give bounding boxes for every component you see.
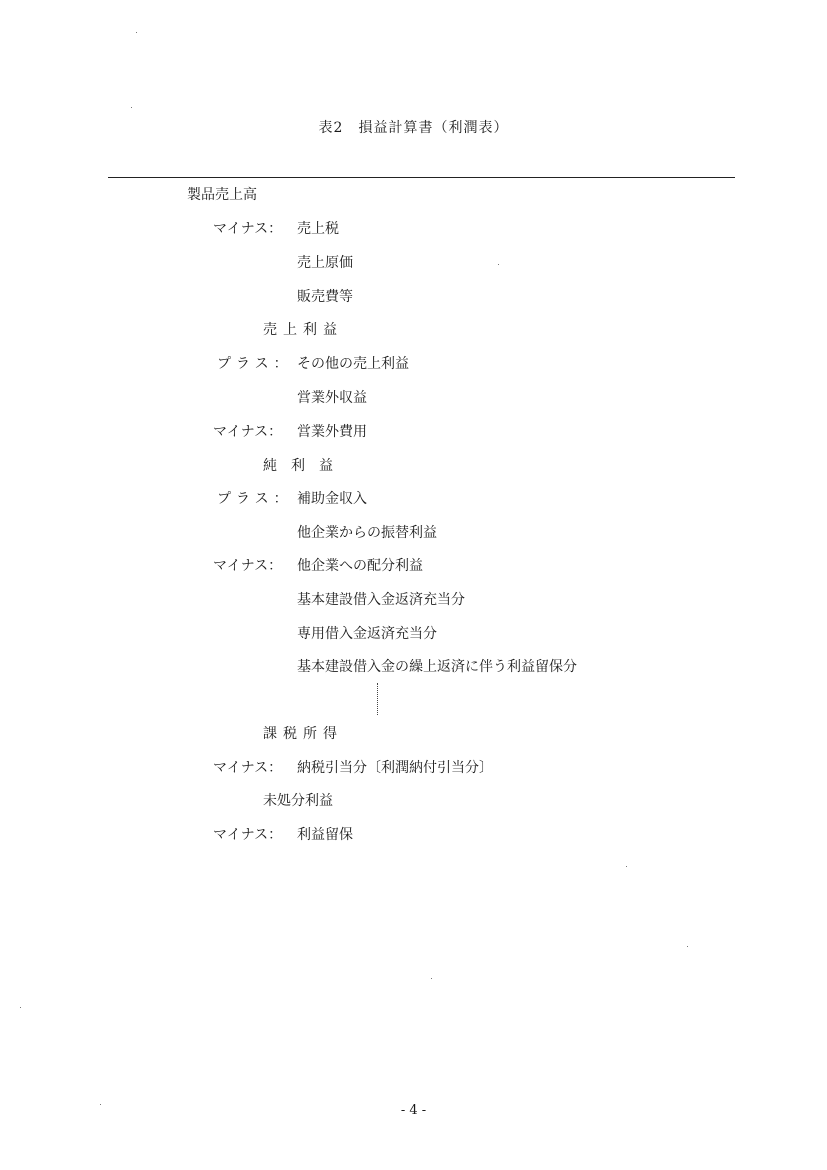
line-plus-2 xyxy=(217,490,367,508)
minus-prefix: マイナス： xyxy=(213,558,283,574)
non-operating-income-label: 営業外収益 xyxy=(297,390,367,406)
subsidy-income-label: 補助金収入 xyxy=(297,491,367,507)
sales-label: 製品売上高 xyxy=(187,187,257,203)
scan-speck xyxy=(136,32,137,33)
taxable-income-label: 課税所得 xyxy=(263,726,343,742)
scan-speck xyxy=(20,1007,21,1008)
line-transfer-profit xyxy=(297,524,437,542)
line-selling-expenses xyxy=(297,288,353,306)
scan-speck xyxy=(498,264,499,265)
plus-prefix: プラス： xyxy=(217,491,293,507)
line-minus-1 xyxy=(213,220,339,238)
line-minus-5 xyxy=(213,826,353,844)
other-sales-profit-label: その他の売上利益 xyxy=(297,356,409,372)
sales-profit-label: 売上利益 xyxy=(263,322,343,338)
cost-of-sales-label: 売上原価 xyxy=(297,255,353,271)
net-profit-label: 純利益 xyxy=(263,458,347,474)
continuation-dots xyxy=(377,683,380,715)
early-repayment-label: 基本建設借入金の繰上返済に伴う利益留保分 xyxy=(297,659,577,675)
scan-speck xyxy=(687,946,688,947)
line-taxable-income xyxy=(263,725,343,743)
non-operating-expenses-label: 営業外費用 xyxy=(297,424,367,440)
transfer-profit-label: 他企業からの振替利益 xyxy=(297,525,437,541)
sales-tax-label: 売上税 xyxy=(297,221,339,237)
line-special-loan-repayment xyxy=(297,625,437,643)
header-divider xyxy=(108,177,735,178)
minus-prefix: マイナス： xyxy=(213,424,283,440)
retained-earnings-label: 利益留保 xyxy=(297,827,353,843)
tax-payment-label: 納税引当分〔利潤納付引当分〕 xyxy=(297,760,493,776)
line-sales-profit xyxy=(263,321,343,339)
scan-speck xyxy=(626,866,627,867)
minus-prefix: マイナス： xyxy=(213,827,283,843)
minus-prefix: マイナス： xyxy=(213,760,283,776)
distributed-profit-label: 他企業への配分利益 xyxy=(297,558,423,574)
line-sales xyxy=(187,186,257,204)
plus-prefix: プラス： xyxy=(217,356,293,372)
scan-speck xyxy=(431,978,432,979)
line-non-operating-income xyxy=(297,389,367,407)
scan-speck xyxy=(131,107,132,108)
undistributed-profit-label: 未処分利益 xyxy=(263,793,333,809)
line-plus-1 xyxy=(217,355,409,373)
line-early-repayment xyxy=(297,658,577,676)
selling-expenses-label: 販売費等 xyxy=(297,289,353,305)
line-minus-3 xyxy=(213,557,423,575)
line-minus-2 xyxy=(213,423,367,441)
line-undistributed-profit xyxy=(263,792,333,810)
line-net-profit xyxy=(263,457,347,475)
line-minus-4 xyxy=(213,759,493,777)
special-loan-repayment-label: 専用借入金返済充当分 xyxy=(297,626,437,642)
minus-prefix: マイナス： xyxy=(213,221,283,237)
page-number: - 4 - xyxy=(400,1103,427,1118)
document-title: 表2 損益計算書（利潤表） xyxy=(318,120,509,136)
line-capital-loan-repayment xyxy=(297,591,465,609)
scan-speck xyxy=(100,1104,101,1105)
capital-loan-repayment-label: 基本建設借入金返済充当分 xyxy=(297,592,465,608)
line-cost-of-sales xyxy=(297,254,353,272)
